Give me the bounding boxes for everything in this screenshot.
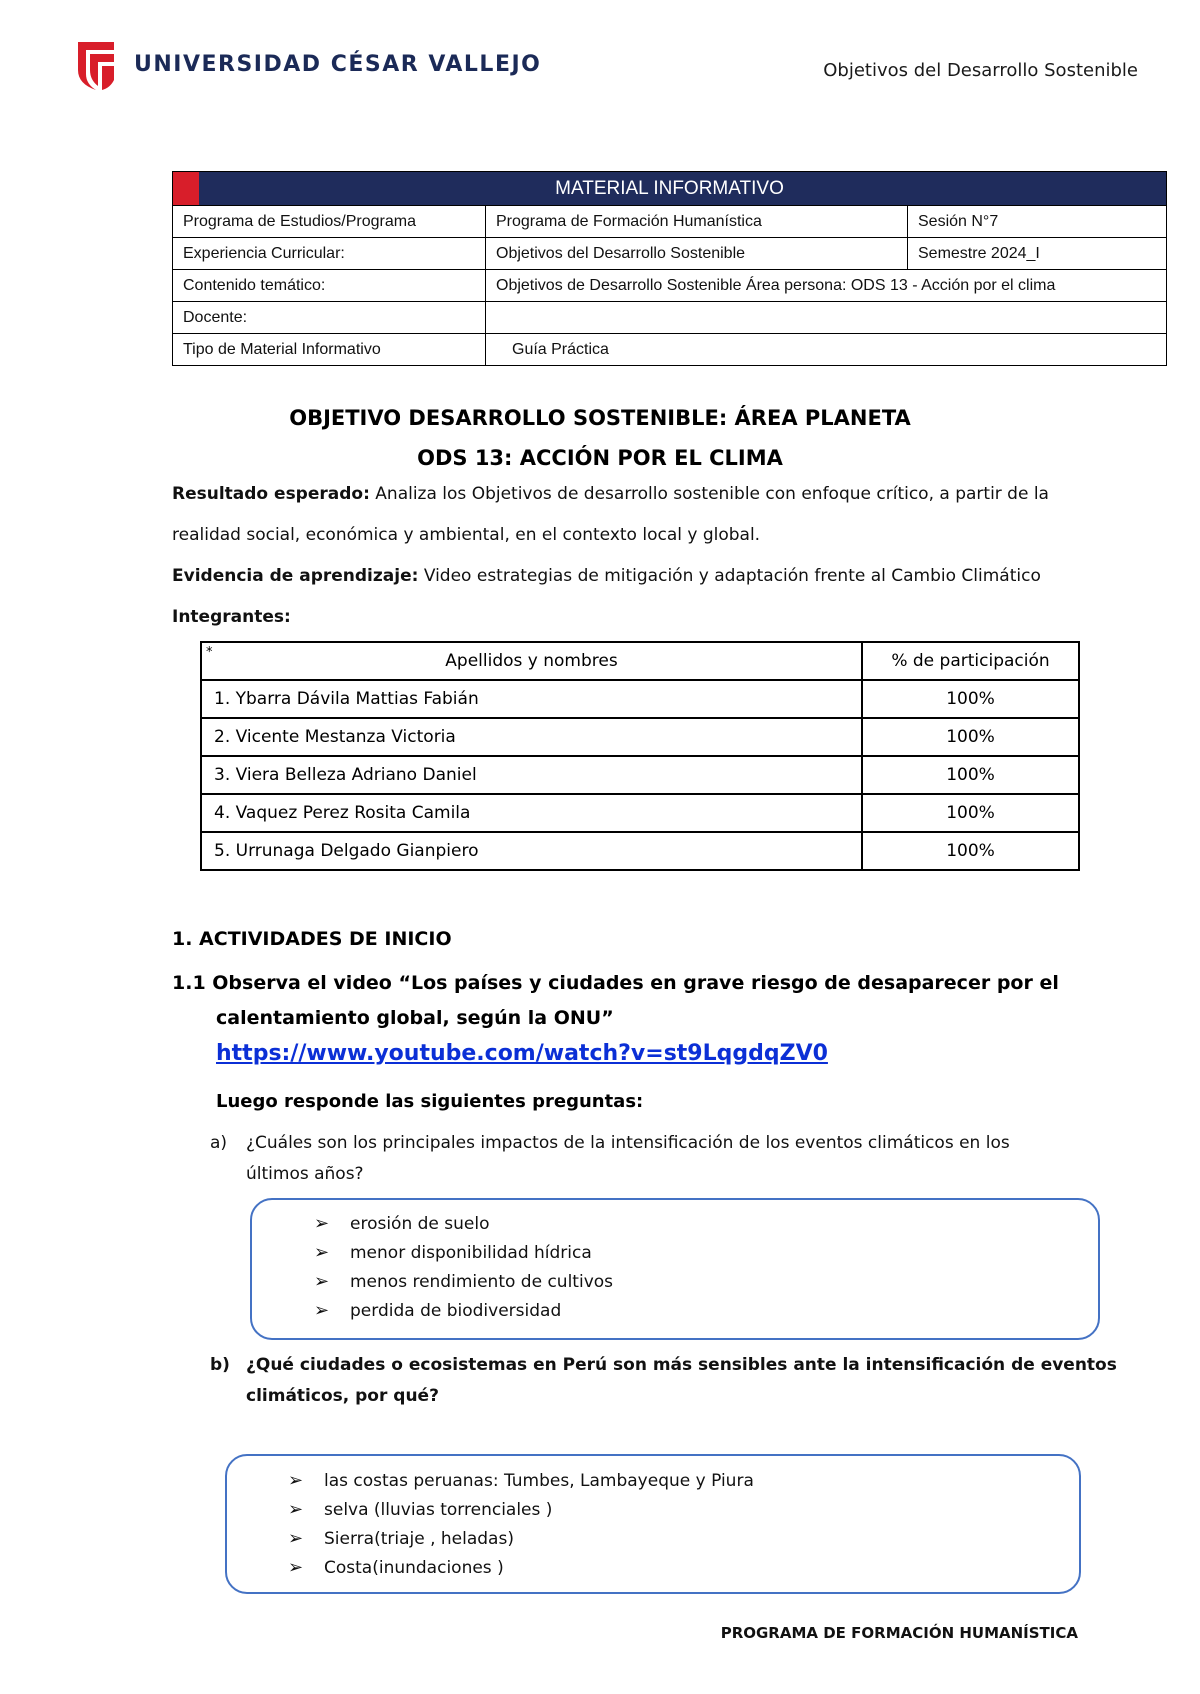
activity-1-1: 1.1 Observa el video “Los países y ciudades en grave riesgo de desaparecer por el (172, 972, 1059, 994)
activities-heading: 1. ACTIVIDADES DE INICIO (172, 928, 452, 950)
list-item (314, 1296, 613, 1325)
list-item (288, 1495, 754, 1524)
material-banner (173, 172, 1167, 206)
expected-result-continued: realidad social, económica y ambiental, en el contexto local y global. (172, 525, 761, 545)
banner-label: MATERIAL INFORMATIVO (555, 177, 784, 199)
learning-evidence-text: Video estrategias de mitigación y adaptación frente al Cambio Climático (418, 566, 1041, 586)
question-b-line-1: ¿Qué ciudades o ecosistemas en Perú son más sensibles ante la intensificación de eventos (246, 1355, 1117, 1375)
column-marker: * (206, 645, 213, 660)
list-item (314, 1209, 613, 1238)
column-header-name (201, 642, 862, 680)
answer-text: perdida de biodiversidad (350, 1300, 562, 1321)
question-a (246, 1128, 1010, 1190)
info-value: Objetivos de Desarrollo Sostenible Área persona: ODS 13 - Acción por el clima (486, 270, 1167, 302)
arrow-bullet-icon: ➢ (288, 1499, 304, 1520)
member-pct: 100% (862, 794, 1079, 832)
answer-text: Costa(inundaciones ) (324, 1557, 504, 1578)
arrow-bullet-icon: ➢ (314, 1271, 330, 1292)
material-info-table (172, 171, 1167, 366)
table-row (201, 718, 1079, 756)
list-item (288, 1524, 754, 1553)
info-label: Contenido temático: (173, 270, 486, 302)
members-label-text: Integrantes: (172, 607, 291, 627)
member-name: 3. Viera Belleza Adriano Daniel (201, 756, 862, 794)
arrow-bullet-icon: ➢ (288, 1557, 304, 1578)
arrow-bullet-icon: ➢ (288, 1528, 304, 1549)
info-value: Guía Práctica (486, 334, 1167, 366)
info-label: Docente: (173, 302, 486, 334)
table-row (173, 206, 1167, 238)
answer-text: menor disponibilidad hídrica (350, 1242, 592, 1263)
table-header-row (201, 642, 1079, 680)
learning-evidence-label: Evidencia de aprendizaje: (172, 566, 419, 586)
answer-text: erosión de suelo (350, 1213, 490, 1234)
member-name: 2. Vicente Mestanza Victoria (201, 718, 862, 756)
table-row (201, 680, 1079, 718)
question-a-line-1: ¿Cuáles son los principales impactos de la intensificación de los eventos climáticos en los (246, 1133, 1010, 1153)
question-a-marker: a) (210, 1133, 228, 1153)
page-title: OBJETIVO DESARROLLO SOSTENIBLE: ÁREA PLANETA (289, 406, 911, 430)
table-row (201, 794, 1079, 832)
question-b (246, 1350, 1117, 1412)
arrow-bullet-icon: ➢ (288, 1470, 304, 1491)
member-name: 1. Ybarra Dávila Mattias Fabián (201, 680, 862, 718)
table-row (173, 302, 1167, 334)
document-header-title: Objetivos del Desarrollo Sostenible (823, 60, 1138, 81)
list-item (288, 1553, 754, 1582)
table-row (201, 756, 1079, 794)
question-b-marker: b) (210, 1355, 230, 1375)
member-pct: 100% (862, 832, 1079, 870)
members-table (200, 641, 1080, 871)
arrow-bullet-icon: ➢ (314, 1300, 330, 1321)
info-value: Programa de Formación Humanística (486, 206, 908, 238)
answer-list-b (288, 1466, 754, 1582)
page-subtitle: ODS 13: ACCIÓN POR EL CLIMA (417, 446, 783, 470)
member-pct: 100% (862, 718, 1079, 756)
member-pct: 100% (862, 756, 1079, 794)
university-logo-text: UNIVERSIDAD CÉSAR VALLEJO (134, 52, 542, 77)
learning-evidence (172, 566, 1041, 586)
answer-list-a (314, 1209, 613, 1325)
info-value (486, 302, 1167, 334)
activity-1-1-continued: calentamiento global, según la ONU” (216, 1007, 614, 1029)
list-item (288, 1466, 754, 1495)
info-label: Programa de Estudios/Programa (173, 206, 486, 238)
expected-result-text: Analiza los Objetivos de desarrollo sostenible con enfoque crítico, a partir de la (369, 484, 1049, 504)
list-item (314, 1238, 613, 1267)
expected-result-label: Resultado esperado: (172, 484, 370, 504)
members-label (172, 607, 291, 627)
answer-text: selva (lluvias torrenciales ) (324, 1499, 553, 1520)
table-row (201, 832, 1079, 870)
answer-text: Sierra(triaje , heladas) (324, 1528, 514, 1549)
youtube-video-link[interactable]: https://www.youtube.com/watch?v=st9LqgdqZV0 (216, 1041, 828, 1066)
questions-prompt: Luego responde las siguientes preguntas: (216, 1091, 644, 1112)
list-item (314, 1267, 613, 1296)
column-header-pct: % de participación (862, 642, 1079, 680)
answer-text: las costas peruanas: Tumbes, Lambayeque y Piura (324, 1470, 754, 1491)
info-extra: Semestre 2024_I (908, 238, 1167, 270)
banner-red-accent (173, 172, 199, 205)
question-a-line-2: últimos años? (246, 1164, 364, 1184)
page-footer: PROGRAMA DE FORMACIÓN HUMANÍSTICA (720, 1624, 1078, 1642)
arrow-bullet-icon: ➢ (314, 1242, 330, 1263)
member-name: 5. Urrunaga Delgado Gianpiero (201, 832, 862, 870)
table-row (173, 334, 1167, 366)
column-header-name-label: Apellidos y nombres (445, 651, 618, 671)
info-value: Objetivos del Desarrollo Sostenible (486, 238, 908, 270)
expected-result (172, 484, 1049, 504)
arrow-bullet-icon: ➢ (314, 1213, 330, 1234)
info-extra: Sesión N°7 (908, 206, 1167, 238)
table-row (173, 238, 1167, 270)
info-label: Experiencia Curricular: (173, 238, 486, 270)
info-label: Tipo de Material Informativo (173, 334, 486, 366)
member-pct: 100% (862, 680, 1079, 718)
table-row (173, 270, 1167, 302)
answer-text: menos rendimiento de cultivos (350, 1271, 614, 1292)
member-name: 4. Vaquez Perez Rosita Camila (201, 794, 862, 832)
ucv-shield-icon (76, 40, 116, 92)
question-b-line-2: climáticos, por qué? (246, 1386, 439, 1406)
